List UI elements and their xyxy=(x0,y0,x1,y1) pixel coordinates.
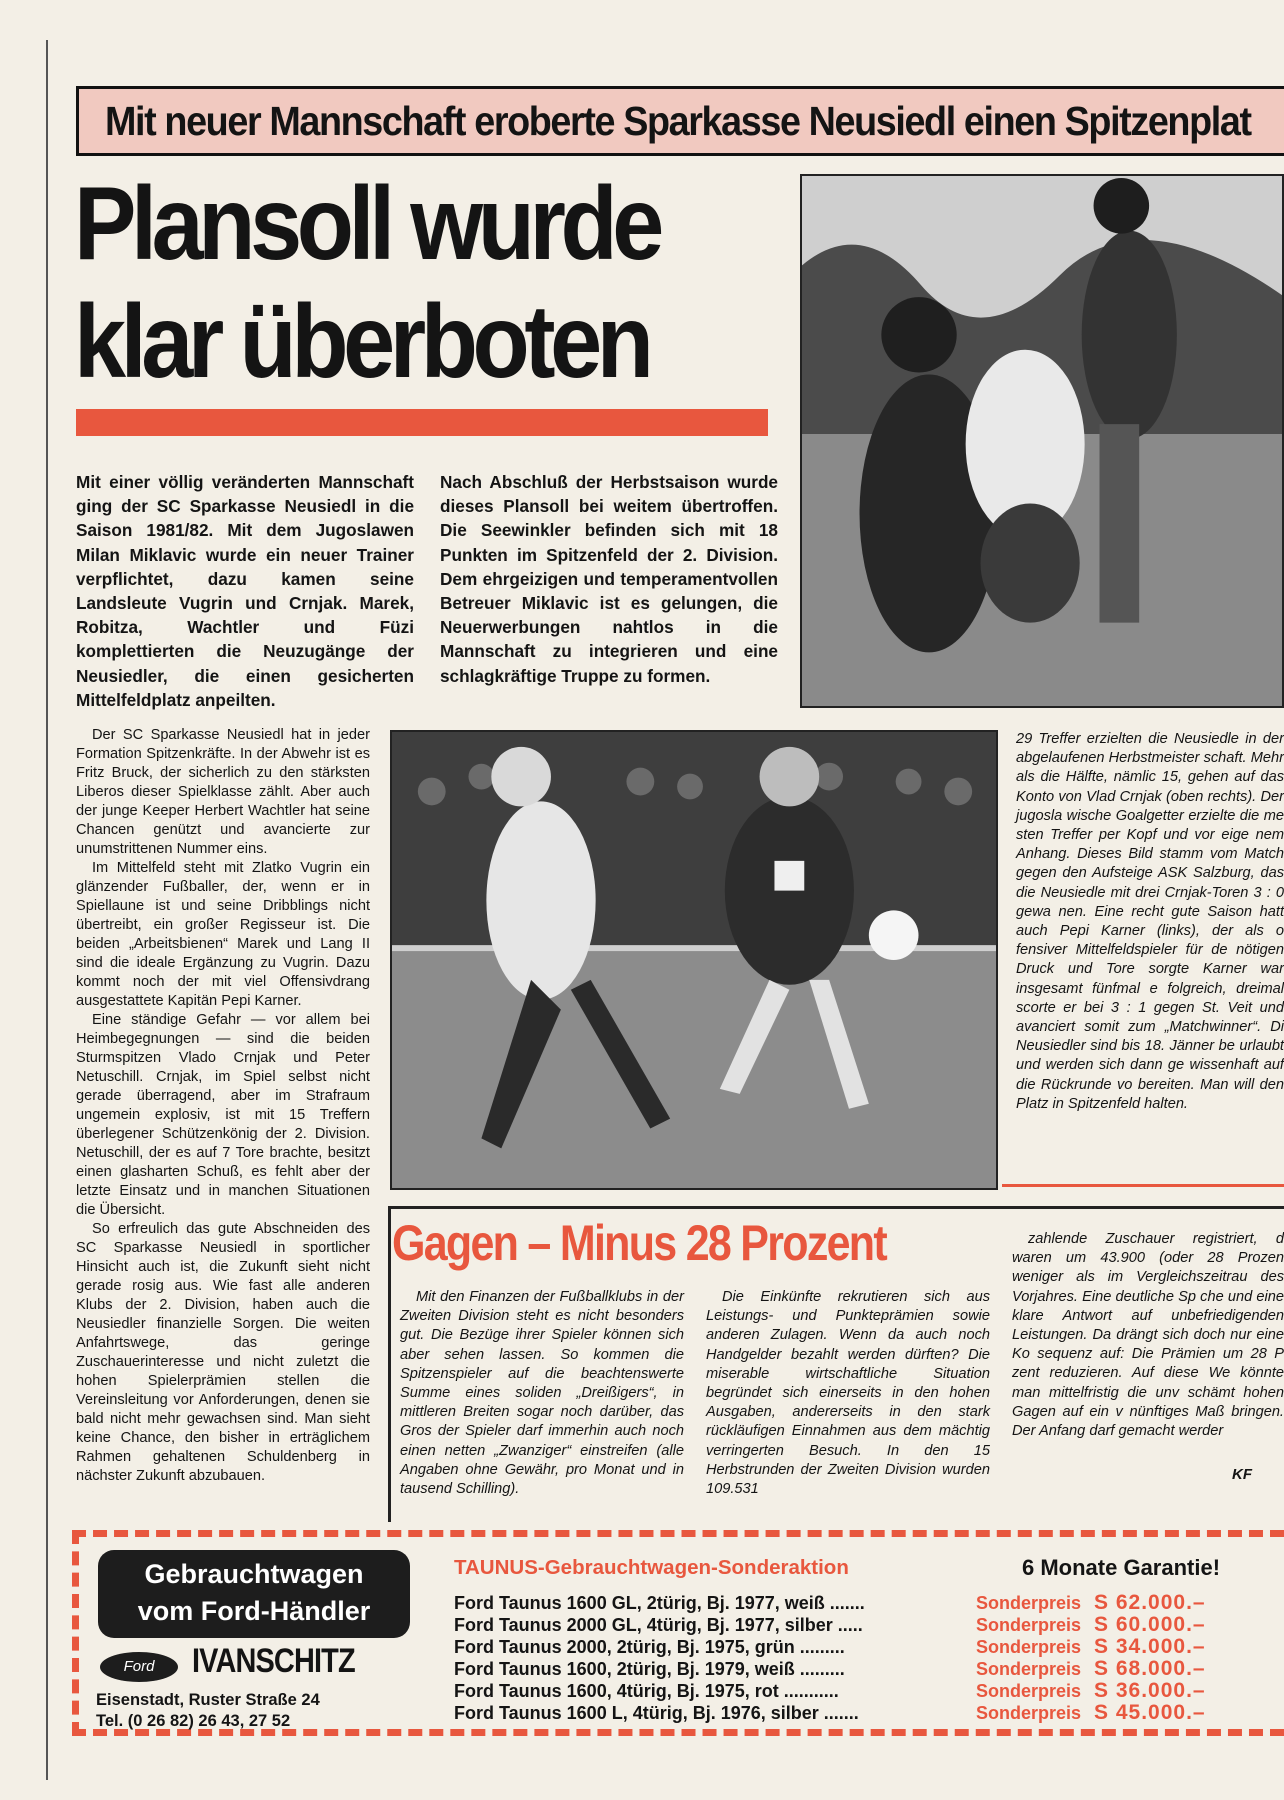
car-price: S 68.000.– xyxy=(1094,1657,1206,1680)
ad-title-line-2: vom Ford-Händler xyxy=(137,1596,371,1626)
author-credit: KF xyxy=(1232,1466,1252,1483)
caption-rule xyxy=(1002,1184,1284,1187)
gagen-col-3 xyxy=(1012,1230,1284,1441)
car-model: Ford Taunus 1600, 4türig, Bj. 1975, rot ........... xyxy=(454,1681,839,1701)
body-paragraph: Im Mittelfeld steht mit Zlatko Vugrin ein glänzender Fußballer, der, wenn er in Spiellaune ist und seine Dribblings nicht übertreibt, ein großer Regisseur ist. Die beiden „Arbeitsbienen“ Marek und Lang II sind die ideale Ergänzung zu Vugrin. Dazu kommt noch der mit viel Offensivdrang ausgestattete Kapitän Pepi Karner. xyxy=(76,860,370,1009)
photo-header-duel xyxy=(800,174,1284,708)
gagen-title: Gagen – Minus 28 Prozent xyxy=(392,1215,886,1271)
promo-title: TAUNUS-Gebrauchtwagen-Sonderaktion xyxy=(454,1556,849,1579)
gagen-col-3-text: zahlende Zuschauer registriert, d waren um 43.900 (oder 28 Prozen weniger als im Vergleichszeitrau des Vorjahres. Eine deutliche Sp che und eine klare Antwort auf unbefriedigenden Leistungen. Da drängt sich doch nur eine Ko sequenz auf: Die Prämien um 28 P zent reduzieren. Auf diese We könnte man mittelfristig die unv schämt hohen Gagen auf ein v nünftiges Maß bringen. Der Anfang darf gemacht werder xyxy=(1012,1231,1284,1440)
dealer-address: Eisenstadt, Ruster Straße 24 xyxy=(96,1691,320,1709)
car-price: S 62.000.– xyxy=(1094,1591,1206,1614)
dealer-phone: Tel. (0 26 82) 26 43, 27 52 xyxy=(96,1712,291,1730)
car-row xyxy=(454,1614,1284,1636)
car-price-label: Sonderpreis xyxy=(976,1593,1082,1613)
dealer-contact xyxy=(96,1690,320,1732)
headline-line-1: Plansoll wurde xyxy=(74,166,659,282)
car-price-label: Sonderpreis xyxy=(976,1703,1082,1723)
car-model: Ford Taunus 2000, 2türig, Bj. 1975, grün ......... xyxy=(454,1637,845,1657)
lead-col-1: Mit einer völlig veränderten Mannschaft ging der SC Sparkasse Neusiedl in die Saison 1981/82. Mit dem Jugoslawen Milan Miklavic wurde ein neuer Trainer verpflichtet, dazu kamen seine Landsleute Vugrin und Crnjak. Marek, Robitza, Wachtler und Füzi komplettierten die Neuzugänge der Neusiedler, die einen gesicherten Mittelfeldplatz anpeilten. xyxy=(76,472,414,710)
gagen-col-1 xyxy=(400,1288,684,1499)
car-row xyxy=(454,1592,1284,1614)
car-model: Ford Taunus 1600 GL, 2türig, Bj. 1977, weiß ....... xyxy=(454,1593,865,1613)
photo-match-action xyxy=(390,730,998,1190)
car-model: Ford Taunus 1600, 2türig, Bj. 1979, weiß ......... xyxy=(454,1659,845,1679)
car-row xyxy=(454,1636,1284,1658)
car-model: Ford Taunus 2000 GL, 4türig, Bj. 1977, silber ..... xyxy=(454,1615,863,1635)
headline-line-2: klar überboten xyxy=(74,284,649,400)
gagen-col-1-text: Mit den Finanzen der Fußballklubs in der Zweiten Division steht es nicht besonders gut. Die Bezüge ihrer Spieler können sich aber sehen lassen. So kommen die Spitzenspieler auf die beachtenswerte Summe eines soliden „Dreißigers“, in mittleren Breiten sogar noch darüber, das Gros der Spieler darf immerhin auch noch einen netten „Zwanziger“ einstreifen (alle Angaben ohne Gewähr, pro Monat und in tausend Schilling). xyxy=(400,1289,684,1498)
car-price-label: Sonderpreis xyxy=(976,1637,1082,1657)
dealer-name: IVANSCHITZ xyxy=(192,1642,355,1680)
body-column xyxy=(76,726,370,1486)
ford-logo: Ford xyxy=(100,1652,178,1682)
gagen-col-2 xyxy=(706,1288,990,1499)
ad-title-box xyxy=(98,1550,410,1638)
body-paragraph: Eine ständige Gefahr — vor allem bei Heimbegegnungen — sind die beiden Sturmspitzen Vlado Crnjak und Peter Netuschill. Crnjak, im Spiel selbst nicht gerade überragend, aber im Strafraum ungemein explosiv, ist mit 15 Treffern überlegener Schützenkönig der 2. Division. Netuschill, der es auf 7 Tore brachte, besitzt einen glasharten Schuß, es fehlt aber der letzte Einsatz und in manchen Situationen die Übersicht. xyxy=(76,1012,370,1218)
page-edge-rule xyxy=(46,40,48,1780)
gagen-box-left-border xyxy=(388,1206,391,1522)
headline-underline xyxy=(76,409,768,436)
photo-caption: 29 Treffer erzielten die Neusiedle in der abgelaufenen Herbstmeister schaft. Mehr als die Hälfte, nämlic 15, gehen auf das Konto von Vlad Crnjak (oben rechts). Der jugosla wische Goalgetter erzielte die me sten Treffer per Kopf und vor eige nem Anhang. Dieses Bild stamm vom Match gegen den Aufsteige ASK Salzburg, das die Neusiedle mit drei Crnjak-Toren 3 : 0 gewa nen. Eine recht gute Saison hatt auch Pepi Karner (links), der als o fensiver Mittelfeldspieler für de nötigen Druck und Tore sorgte Karner war insgesamt fünfmal e folgreich, dreimal scorte er bei 3 : 1 gegen St. Veit und avanciert somit zum „Matchwinner“. Di Neusiedler sind bis 18. Jänner be urlaubt und werden sich dann ge wissenhaft auf die Rückrunde vo bereiten. Man will den Platz in Spitzenfeld halten. xyxy=(1016,731,1284,1112)
ad-title-line-1: Gebrauchtwagen xyxy=(144,1559,364,1589)
gagen-col-2-text: Die Einkünfte rekrutieren sich aus Leistungs- und Punkteprämien sowie anderen Zulagen. Wenn da auch noch Handgelder bezahlt werden dürften? Die miserable wirtschaftliche Situation begründet sich einerseits in den hohen Ausgaben, andererseits in den stark rückläufigen Einnahmen aus dem mächtig verringerten Besuch. In den 15 Herbstrunden der Zweiten Division wurden 109.531 xyxy=(706,1289,990,1498)
body-paragraph: Der SC Sparkasse Neusiedl hat in jeder Formation Spitzenkräfte. In der Abwehr ist es Fritz Bruck, der sicherlich zu den stärksten Liberos dieser Spielklasse zählt. Aber auch der junge Keeper Herbert Wachtler hat seine Chancen genützt und avancierte zur unumstrittenen Nummer eins. xyxy=(76,727,370,857)
car-row xyxy=(454,1702,1284,1724)
lead-col-2: Nach Abschluß der Herbstsaison wurde dieses Plansoll bei weitem übertroffen. Die Seewinkler befinden sich mit 18 Punkten im Spitzenfeld der 2. Division. Dem ehrgeizigen und temperamentvollen Betreuer Miklavic ist es gelungen, die Neuerwerbungen nahtlos in die Mannschaft zu integrieren und eine schlagkräftige Truppe zu formen. xyxy=(440,472,778,686)
car-row xyxy=(454,1658,1284,1680)
car-row xyxy=(454,1680,1284,1702)
car-price: S 60.000.– xyxy=(1094,1613,1206,1636)
car-price-label: Sonderpreis xyxy=(976,1615,1082,1635)
body-paragraph: So erfreulich das gute Abschneiden des SC Sparkasse Neusiedl in sportlicher Hinsicht auch ist, die Zukunft sieht nicht gerade rosig aus. Wie fast alle anderen Klubs der 2. Division, haben auch die Neusiedler finanzielle Sorgen. Die weiten Anfahrtswege, das geringe Zuschauerinteresse und nicht zuletzt die hohen Spielerprämien stellen die Vereinsleitung vor Anforderungen, denen sie bald nicht mehr gewachsen sind. Man sieht keine Chance, den bisher in erträglichem Rahmen gehaltenen Schuldenberg in nächster Zukunft abzubauen. xyxy=(76,1221,370,1484)
car-model: Ford Taunus 1600 L, 4türig, Bj. 1976, silber ....... xyxy=(454,1703,859,1723)
kicker-text: Mit neuer Mannschaft eroberte Sparkasse Neusiedl einen Spitzenplat xyxy=(105,98,1251,144)
guarantee-text: 6 Monate Garantie! xyxy=(1022,1555,1221,1580)
car-price: S 36.000.– xyxy=(1094,1679,1206,1702)
headline xyxy=(74,165,722,401)
car-price-label: Sonderpreis xyxy=(976,1659,1082,1679)
kicker-banner xyxy=(76,86,1284,156)
car-price: S 45.000.– xyxy=(1094,1701,1206,1724)
car-price: S 34.000.– xyxy=(1094,1635,1206,1658)
car-price-label: Sonderpreis xyxy=(976,1681,1082,1701)
gagen-box-top-border xyxy=(388,1206,1284,1209)
car-list xyxy=(454,1592,1284,1724)
